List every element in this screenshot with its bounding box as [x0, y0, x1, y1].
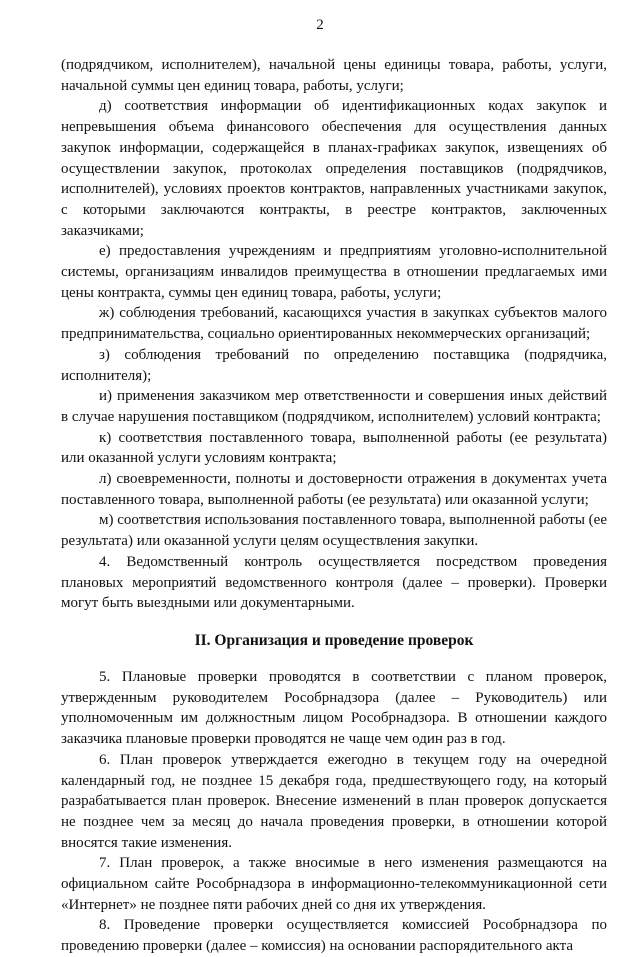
paragraph-4: 4. Ведомственный контроль осуществляется посредством проведения плановых мероприятий ведомственного контроля (далее – проверки). Проверки могут быть выездными или документарными. — [61, 553, 607, 612]
paragraph-item-i: и) применения заказчиком мер ответственности и совершения иных действий в случае нарушения поставщиком (подрядчиком, исполнителем) условий контракта; — [61, 388, 607, 425]
paragraph-item-e: е) предоставления учреждениям и предприятиям уголовно-исполнительной системы, организациям инвалидов преимущества в отношении предлагаемых ими цены контракта, суммы цен единиц товара, работы, услуги; — [61, 243, 607, 301]
paragraph-8: 8. Проведение проверки осуществляется комиссией Рособрнадзора по проведению проверки (далее – комиссия) на основании распорядительного акта — [61, 917, 607, 955]
paragraph-item-l: л) своевременности, полноты и достоверности отражения в документах учета поставленного товара, выполненной работы (ее результата) или оказанной услуги; — [61, 471, 607, 508]
paragraph-item-zh: ж) соблюдения требований, касающихся участия в закупках субъектов малого предпринимательства, социально ориентированных некоммерческих организаций; — [61, 305, 607, 343]
paragraph-continuation: (подрядчиком, исполнителем), начальной цены единицы товара, работы, услуги, начальной суммы цен единиц товара, работы, услуги; — [61, 57, 607, 94]
paragraph-6: 6. План проверок утверждается ежегодно в текущем году на очередной календарный год, не позднее 15 декабря года, предшествующего году, на который разрабатывается план проверок. Внесение изменений в план проверок допускается не позднее чем за месяц до начала проведения проверки, в отношении которой вносятся такие изменения. — [61, 751, 607, 851]
paragraph-item-z: з) соблюдения требований по определению поставщика (подрядчика, исполнителя); — [61, 346, 607, 384]
paragraph-item-d: д) соответствия информации об идентификационных кодах закупок и непревышения объема финансового обеспечения для осуществления данных закупок информации, содержащейся в планах-графиках закупок, извещениях об осуществлении закупок, протоколах определения поставщиков (подрядчиков, исполнителей), условиях проектов контрактов, направленных участниками закупок, с которыми заключаются контракты, в реестре контрактов, заключенных заказчиками; — [61, 98, 607, 239]
paragraph-item-m: м) соответствия использования поставленного товара, выполненной работы (ее результата) или оказанной услуги целям осуществления закупки. — [61, 512, 607, 550]
document-body — [61, 55, 607, 957]
page-number: 2 — [316, 17, 324, 33]
section-heading: II. Организация и проведение проверок — [194, 631, 474, 649]
paragraph-5: 5. Плановые проверки проводятся в соответствии с планом проверок, утвержденным руководителем Рособрнадзора (далее – Руководитель) или уполномоченным им должностным лицом Рособрнадзора. В отношении каждого заказчика плановые проверки проводятся не чаще чем один раз в год. — [61, 668, 607, 748]
paragraph-7: 7. План проверок, а также вносимые в него изменения размещаются на официальном сайте Рособрнадзора в информационно-телекоммуникационной сети «Интернет» не позднее пяти рабочих дней со дня их утверждения. — [61, 855, 607, 913]
paragraph-item-k: к) соответствия поставленного товара, выполненной работы (ее результата) или оказанной услуги условиям контракта; — [61, 429, 607, 467]
